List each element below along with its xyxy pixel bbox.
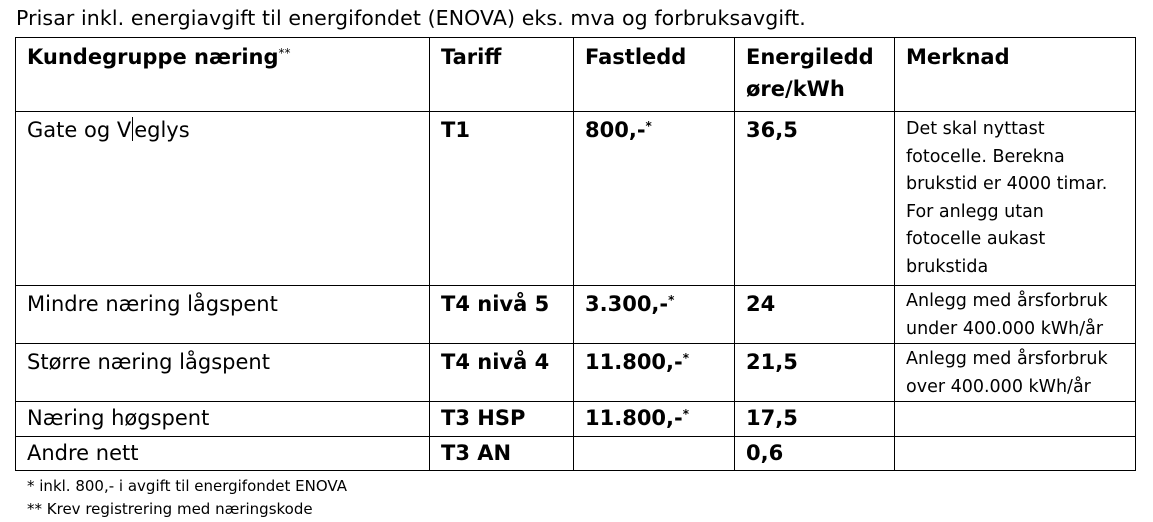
cell-kundegruppe[interactable]: Gate og V eglys (16, 112, 430, 286)
cell-kundegruppe[interactable]: Mindre næring lågspent (16, 286, 430, 344)
fastledd-sup: * (645, 119, 652, 133)
merknad-line: Anlegg med årsforbruk (906, 349, 1108, 369)
cell-energiledd[interactable]: 21,5 (735, 344, 895, 402)
cell-energiledd[interactable]: 0,6 (735, 437, 895, 471)
header-energiledd: Energiledd øre/kWh (735, 38, 895, 112)
header-kundegruppe: Kundegruppe næring** (16, 38, 430, 112)
merknad-line: Anlegg med årsforbruk (906, 291, 1108, 311)
cell-fastledd[interactable] (574, 437, 735, 471)
cell-kundegruppe[interactable]: Andre nett (16, 437, 430, 471)
cell-merknad[interactable] (895, 286, 1136, 344)
cell-tariff[interactable]: T4 nivå 5 (430, 286, 574, 344)
cell-energiledd[interactable]: 36,5 (735, 112, 895, 286)
tariff-table (15, 37, 1136, 471)
table-row (16, 402, 1136, 437)
header-energiledd-unit: øre/kWh (746, 77, 845, 101)
header-merknad: Merknad (895, 38, 1136, 112)
cell-fastledd[interactable]: 11.800,-* (574, 344, 735, 402)
fastledd-sup: * (682, 351, 690, 365)
cell-tariff[interactable]: T3 HSP (430, 402, 574, 437)
cell-kundegruppe[interactable]: Næring høgspent (16, 402, 430, 437)
cell-kundegruppe[interactable]: Større næring lågspent (16, 344, 430, 402)
cell-tariff[interactable]: T1 (430, 112, 574, 286)
header-tariff: Tariff (430, 38, 574, 112)
cell-tariff[interactable]: T4 nivå 4 (430, 344, 574, 402)
merknad-line: over 400.000 kWh/år (906, 376, 1091, 397)
cell-fastledd[interactable]: 11.800,-* (574, 402, 735, 437)
fastledd-sup: * (682, 407, 690, 421)
merknad-line: fotocelle aukast (906, 229, 1046, 249)
merknad-line: under 400.000 kWh/år (906, 318, 1104, 339)
fastledd-sup: * (668, 293, 675, 307)
table-row (16, 112, 1136, 286)
footnote-naeringskode: ** Krev registrering med næringskode (27, 500, 313, 518)
table-row (16, 344, 1136, 402)
table-header-row (16, 38, 1136, 112)
cell-energiledd[interactable]: 17,5 (735, 402, 895, 437)
table-row (16, 286, 1136, 344)
cell-merknad[interactable] (895, 437, 1136, 471)
merknad-line: fotocelle. Berekna (906, 146, 1065, 167)
cell-fastledd[interactable]: 3.300,-* (574, 286, 735, 344)
cell-tariff[interactable]: T3 AN (430, 437, 574, 471)
cell-fastledd[interactable]: 800,-* (574, 112, 735, 286)
merknad-line: Det skal nyttast (906, 119, 1045, 139)
table-row (16, 437, 1136, 471)
footnote-enova: * inkl. 800,- i avgift til energifondet ENOVA (27, 477, 347, 495)
header-fastledd: Fastledd (574, 38, 735, 112)
cell-merknad[interactable] (895, 112, 1136, 286)
cell-merknad[interactable] (895, 402, 1136, 437)
cell-merknad[interactable] (895, 344, 1136, 402)
merknad-line: brukstida (906, 256, 989, 277)
table-caption: Prisar inkl. energiavgift til energifondet (ENOVA) eks. mva og forbruksavgift. (16, 6, 806, 30)
cell-energiledd[interactable]: 24 (735, 286, 895, 344)
merknad-line: brukstid er 4000 timar. (906, 174, 1108, 194)
header-kundegruppe-sup: ** (278, 46, 291, 60)
merknad-line: For anlegg utan (906, 201, 1044, 222)
